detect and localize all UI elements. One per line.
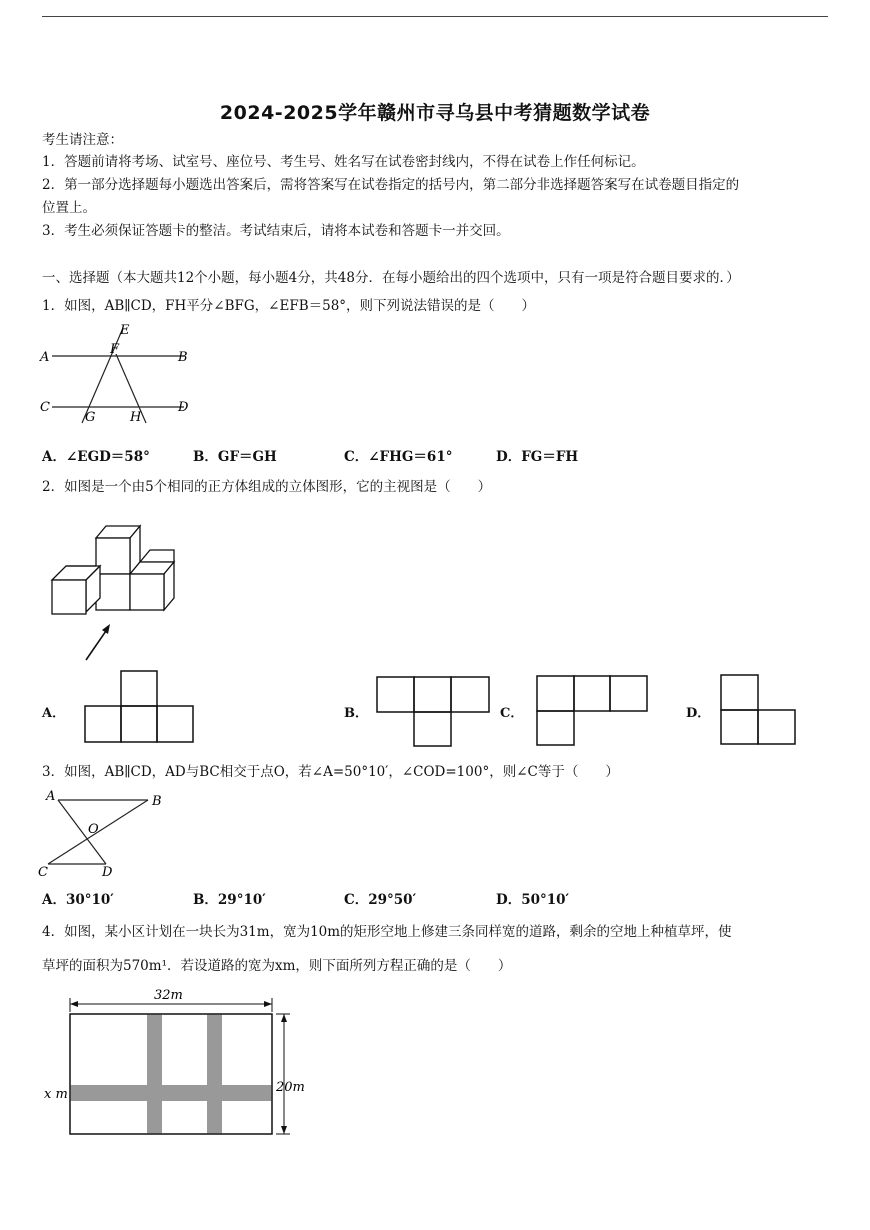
q1-option-b[interactable]: B．GF＝GH <box>193 449 277 465</box>
q4-stem-line1: 4．如图，某小区计划在一块长为31m，宽为10m的矩形空地上修建三条同样宽的道路，剩余的空地上种植草坪，使 <box>42 924 732 940</box>
q4-stem-line2: 草坪的面积为570m¹．若设道路的宽为xm，则下面所列方程正确的是（ ） <box>42 958 512 974</box>
q2-cube-figure <box>44 510 184 670</box>
label-G: G <box>85 410 96 425</box>
label-H: H <box>130 410 142 425</box>
q1-stem: 1．如图，AB∥CD，FH平分∠BFG，∠EFB＝58°，则下列说法错误的是（ ） <box>42 298 536 314</box>
header-rule <box>42 16 828 17</box>
page-title: 2024-2025学年赣州市寻乌县中考猜题数学试卷 <box>219 102 651 124</box>
q3-stem: 3．如图，AB∥CD，AD与BC相交于点O，若∠A=50°10′，∠COD=100°，则∠C等于（ ） <box>42 764 619 780</box>
q2-option-b[interactable]: B． <box>344 706 368 721</box>
q2-option-c[interactable]: C． <box>500 706 524 721</box>
q4-figure <box>40 984 320 1140</box>
label-D: D <box>102 865 113 880</box>
q2-option-c-figure <box>536 675 650 747</box>
label-D: D <box>178 400 189 415</box>
q1-option-d[interactable]: D．FG＝FH <box>496 449 579 465</box>
q2-stem: 2．如图是一个由5个相同的正方体组成的立体图形，它的主视图是（ ） <box>42 479 492 495</box>
label-C: C <box>38 865 48 880</box>
q2-option-d[interactable]: D． <box>686 706 711 721</box>
q1-figure <box>38 320 198 430</box>
height-label: 20m <box>276 1080 305 1095</box>
q3-option-a[interactable]: A．30°10′ <box>42 892 114 908</box>
q1-option-a[interactable]: A．∠EGD＝58° <box>42 449 150 465</box>
q3-option-d[interactable]: D．50°10′ <box>496 892 570 908</box>
width-label: 32m <box>154 988 183 1003</box>
label-A: A <box>46 789 56 804</box>
label-B: B <box>152 794 162 809</box>
q2-option-a[interactable]: A． <box>42 706 66 721</box>
notice-item: 2．第一部分选择题每小题选出答案后，需将答案写在试卷指定的括号内，第二部分非选择题答案写在试卷题目指定的 <box>42 177 740 193</box>
road-width-label: x m <box>44 1087 68 1102</box>
notice-item: 位置上。 <box>42 200 96 216</box>
label-O: O <box>88 822 99 837</box>
label-C: C <box>40 400 50 415</box>
q2-option-a-figure <box>84 670 196 744</box>
label-E: E <box>120 323 130 338</box>
q3-option-c[interactable]: C．29°50′ <box>344 892 417 908</box>
notice-item: 1．答题前请将考场、试室号、座位号、考生号、姓名写在试卷密封线内，不得在试卷上作任何标记。 <box>42 154 645 170</box>
section-heading: 一、选择题（本大题共12个小题，每小题4分，共48分．在每小题给出的四个选项中，只有一项是符合题目要求的．） <box>42 270 740 286</box>
label-B: B <box>178 350 188 365</box>
q2-option-b-figure <box>376 676 492 748</box>
label-A: A <box>40 350 50 365</box>
label-F: F <box>110 342 120 357</box>
notice-item: 3．考生必须保证答题卡的整洁。考试结束后，请将本试卷和答题卡一并交回。 <box>42 223 510 239</box>
q2-option-d-figure <box>720 674 798 746</box>
q3-option-b[interactable]: B．29°10′ <box>193 892 266 908</box>
notice-heading: 考生请注意： <box>42 132 123 148</box>
q3-figure <box>36 786 176 882</box>
q1-option-c[interactable]: C．∠FHG＝61° <box>344 449 453 465</box>
